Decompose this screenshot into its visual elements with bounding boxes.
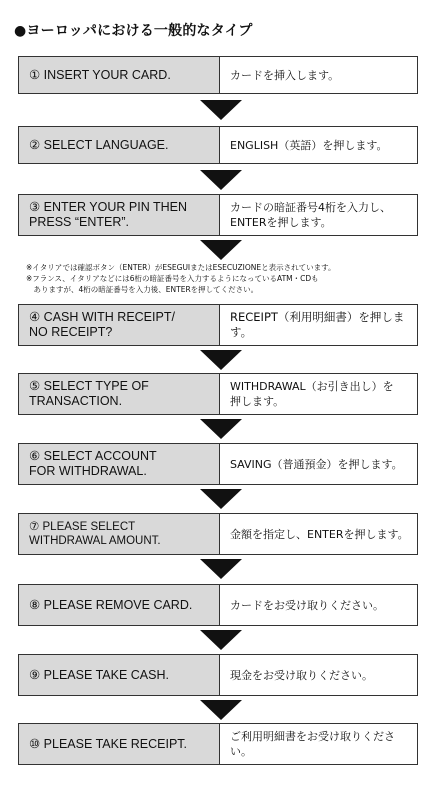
arrow-down-icon — [200, 240, 242, 260]
arrow-down-icon — [200, 700, 242, 720]
step-9 — [18, 654, 418, 696]
step-10-japanese: ご利用明細書をお受け取りください。 — [220, 724, 417, 764]
step-2 — [18, 126, 418, 164]
step-5 — [18, 373, 418, 415]
step-5-japanese: WITHDRAWAL（お引き出し）を 押します。 — [220, 374, 417, 414]
arrow-down-icon — [200, 559, 242, 579]
step-1-english: ① INSERT YOUR CARD. — [19, 57, 220, 93]
step-8 — [18, 584, 418, 626]
step-7 — [18, 513, 418, 555]
arrow-down-icon — [200, 630, 242, 650]
note-line: ※イタリアでは確認ボタン（ENTER）がESEGUIまたはESECUZIONEと表示されています。 — [26, 263, 336, 272]
step-4-japanese: RECEIPT（利用明細書）を押します。 — [220, 305, 417, 345]
step-4-english: ④ CASH WITH RECEIPT/ NO RECEIPT? — [19, 305, 220, 345]
step-7-english: ⑦ PLEASE SELECT WITHDRAWAL AMOUNT. — [19, 514, 220, 554]
arrow-down-icon — [200, 100, 242, 120]
note-line: ※フランス、イタリアなどには6桁の暗証番号を入力するようになっているATM・CDも — [26, 274, 319, 283]
step-6-japanese: SAVING（普通預金）を押します。 — [220, 444, 417, 484]
arrow-down-icon — [200, 350, 242, 370]
arrow-down-icon — [200, 170, 242, 190]
step-6-english: ⑥ SELECT ACCOUNT FOR WITHDRAWAL. — [19, 444, 220, 484]
step-10 — [18, 723, 418, 765]
step-2-japanese: ENGLISH（英語）を押します。 — [220, 127, 417, 163]
step-6 — [18, 443, 418, 485]
step-3-japanese: カードの暗証番号4桁を入力し、 ENTERを押します。 — [220, 195, 417, 235]
step-9-english: ⑨ PLEASE TAKE CASH. — [19, 655, 220, 695]
arrow-down-icon — [200, 419, 242, 439]
step-1 — [18, 56, 418, 94]
note-line: ありますが、4桁の暗証番号を入力後、ENTERを押してください。 — [26, 285, 259, 294]
step-2-english: ② SELECT LANGUAGE. — [19, 127, 220, 163]
step-7-japanese: 金額を指定し、ENTERを押します。 — [220, 514, 417, 554]
page-title: ●ヨーロッパにおける一般的なタイプ — [14, 23, 253, 39]
arrow-down-icon — [200, 489, 242, 509]
step-3 — [18, 194, 418, 236]
step-10-english: ⑩ PLEASE TAKE RECEIPT. — [19, 724, 220, 764]
step-8-english: ⑧ PLEASE REMOVE CARD. — [19, 585, 220, 625]
note-block — [26, 262, 426, 295]
step-5-english: ⑤ SELECT TYPE OF TRANSACTION. — [19, 374, 220, 414]
step-9-japanese: 現金をお受け取りください。 — [220, 655, 417, 695]
step-8-japanese: カードをお受け取りください。 — [220, 585, 417, 625]
step-3-english: ③ ENTER YOUR PIN THEN PRESS “ENTER”. — [19, 195, 220, 235]
step-1-japanese: カードを挿入します。 — [220, 57, 417, 93]
step-4 — [18, 304, 418, 346]
